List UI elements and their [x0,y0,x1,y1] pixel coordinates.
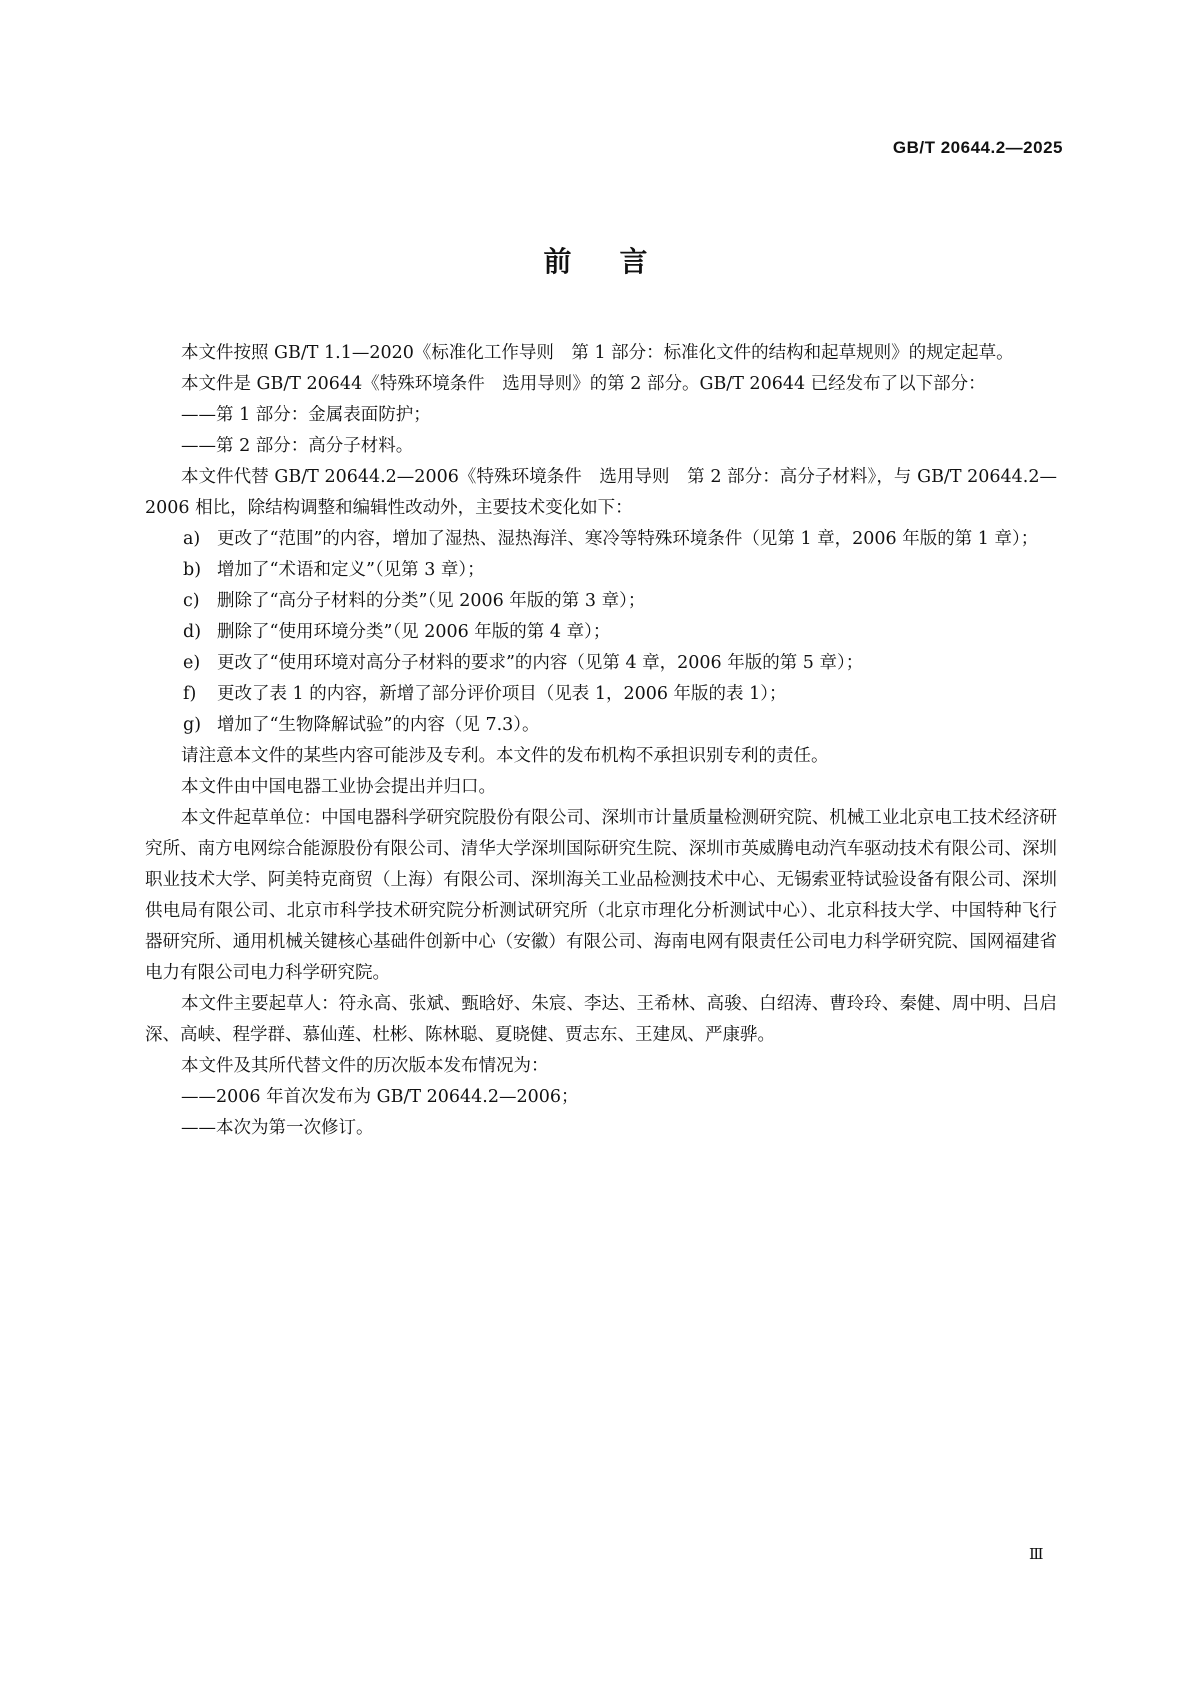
changes-list [145,524,1057,741]
list-text: 删除了“高分子材料的分类”（见 2006 年版的第 3 章）； [217,591,646,611]
dash-item-part-1: ——第 1 部分：金属表面防护； [181,405,431,425]
list-marker: g) [183,715,202,735]
list-text: 增加了“术语和定义”（见第 3 章）； [217,560,485,580]
list-marker: f) [183,684,197,704]
paragraph-drafters: 本文件主要起草人：符永高、张斌、甄晗妤、朱宸、李达、王希林、高骏、白绍涛、曹玲玲、秦健、周中明、吕启深、高峡、程学群、慕仙莲、杜彬、陈林聪、夏晓健、贾志东、王建凤、严康骅。 [145,994,1057,1045]
dash-item-revision: ——本次为第一次修订。 [181,1118,374,1138]
paragraph-drafting-rules: 本文件按照 GB/T 1.1—2020《标准化工作导则 第 1 部分：标准化文件的结构和起草规则》的规定起草。 [181,343,1014,363]
page-number: Ⅲ [1029,1545,1044,1563]
paragraph-drafting-units: 本文件起草单位：中国电器科学研究院股份有限公司、深圳市计量质量检测研究院、机械工业北京电工技术经济研究所、南方电网综合能源股份有限公司、清华大学深圳国际研究生院、深圳市英威腾电动汽车驱动技术有限公司、深圳职业技术大学、阿美特克商贸（上海）有限公司、深圳海关工业品检测技术中心、无锡索亚特试验设备有限公司、深圳供电局有限公司、北京市科学技术研究院分析测试研究所（北京市理化分析测试中心）、北京科技大学、中国特种飞行器研究所、通用机械关键核心基础件创新中心（安徽）有限公司、海南电网有限责任公司电力科学研究院、国网福建省电力有限公司电力科学研究院。 [145,808,1057,983]
paragraph-proposer: 本文件由中国电器工业协会提出并归口。 [181,777,496,797]
list-text: 更改了表 1 的内容，新增了部分评价项目（见表 1，2006 年版的表 1）； [217,684,787,704]
dash-item-first-release: ——2006 年首次发布为 GB/T 20644.2—2006； [181,1087,579,1107]
change-item-f [145,679,1057,710]
change-item-d [145,617,1057,648]
list-text: 增加了“生物降解试验”的内容（见 7.3）。 [217,715,540,735]
paragraph-replaces: 本文件代替 GB/T 20644.2—2006《特殊环境条件 选用导则 第 2 部分：高分子材料》，与 GB/T 20644.2—2006 相比，除结构调整和编辑性改动外，主要技术变化如下： [145,467,1057,518]
change-item-c [145,586,1057,617]
page-title: 前言 [543,245,696,278]
change-item-a [145,524,1057,555]
change-item-g [145,710,1057,741]
paragraph-version-history: 本文件及其所代替文件的历次版本发布情况为： [181,1056,549,1076]
list-text: 删除了“使用环境分类”（见 2006 年版的第 4 章）； [217,622,611,642]
document-body [145,338,1057,1144]
list-text: 更改了“范围”的内容，增加了湿热、湿热海洋、寒冷等特殊环境条件（见第 1 章，2006 年版的第 1 章）； [217,529,1039,549]
change-item-e [145,648,1057,679]
list-text: 更改了“使用环境对高分子材料的要求”的内容（见第 4 章，2006 年版的第 5 章）； [217,653,864,673]
paragraph-patent-notice: 请注意本文件的某些内容可能涉及专利。本文件的发布机构不承担识别专利的责任。 [181,746,829,766]
list-marker: e) [183,653,201,673]
standard-code: GB/T 20644.2—2025 [892,138,1063,157]
list-marker: d) [183,622,202,642]
list-marker: a) [183,529,201,549]
change-item-b [145,555,1057,586]
paragraph-series-part: 本文件是 GB/T 20644《特殊环境条件 选用导则》的第 2 部分。GB/T 20644 已经发布了以下部分： [181,374,986,394]
dash-item-part-2: ——第 2 部分：高分子材料。 [181,436,414,456]
list-marker: b) [183,560,202,580]
list-marker: c) [183,591,200,611]
